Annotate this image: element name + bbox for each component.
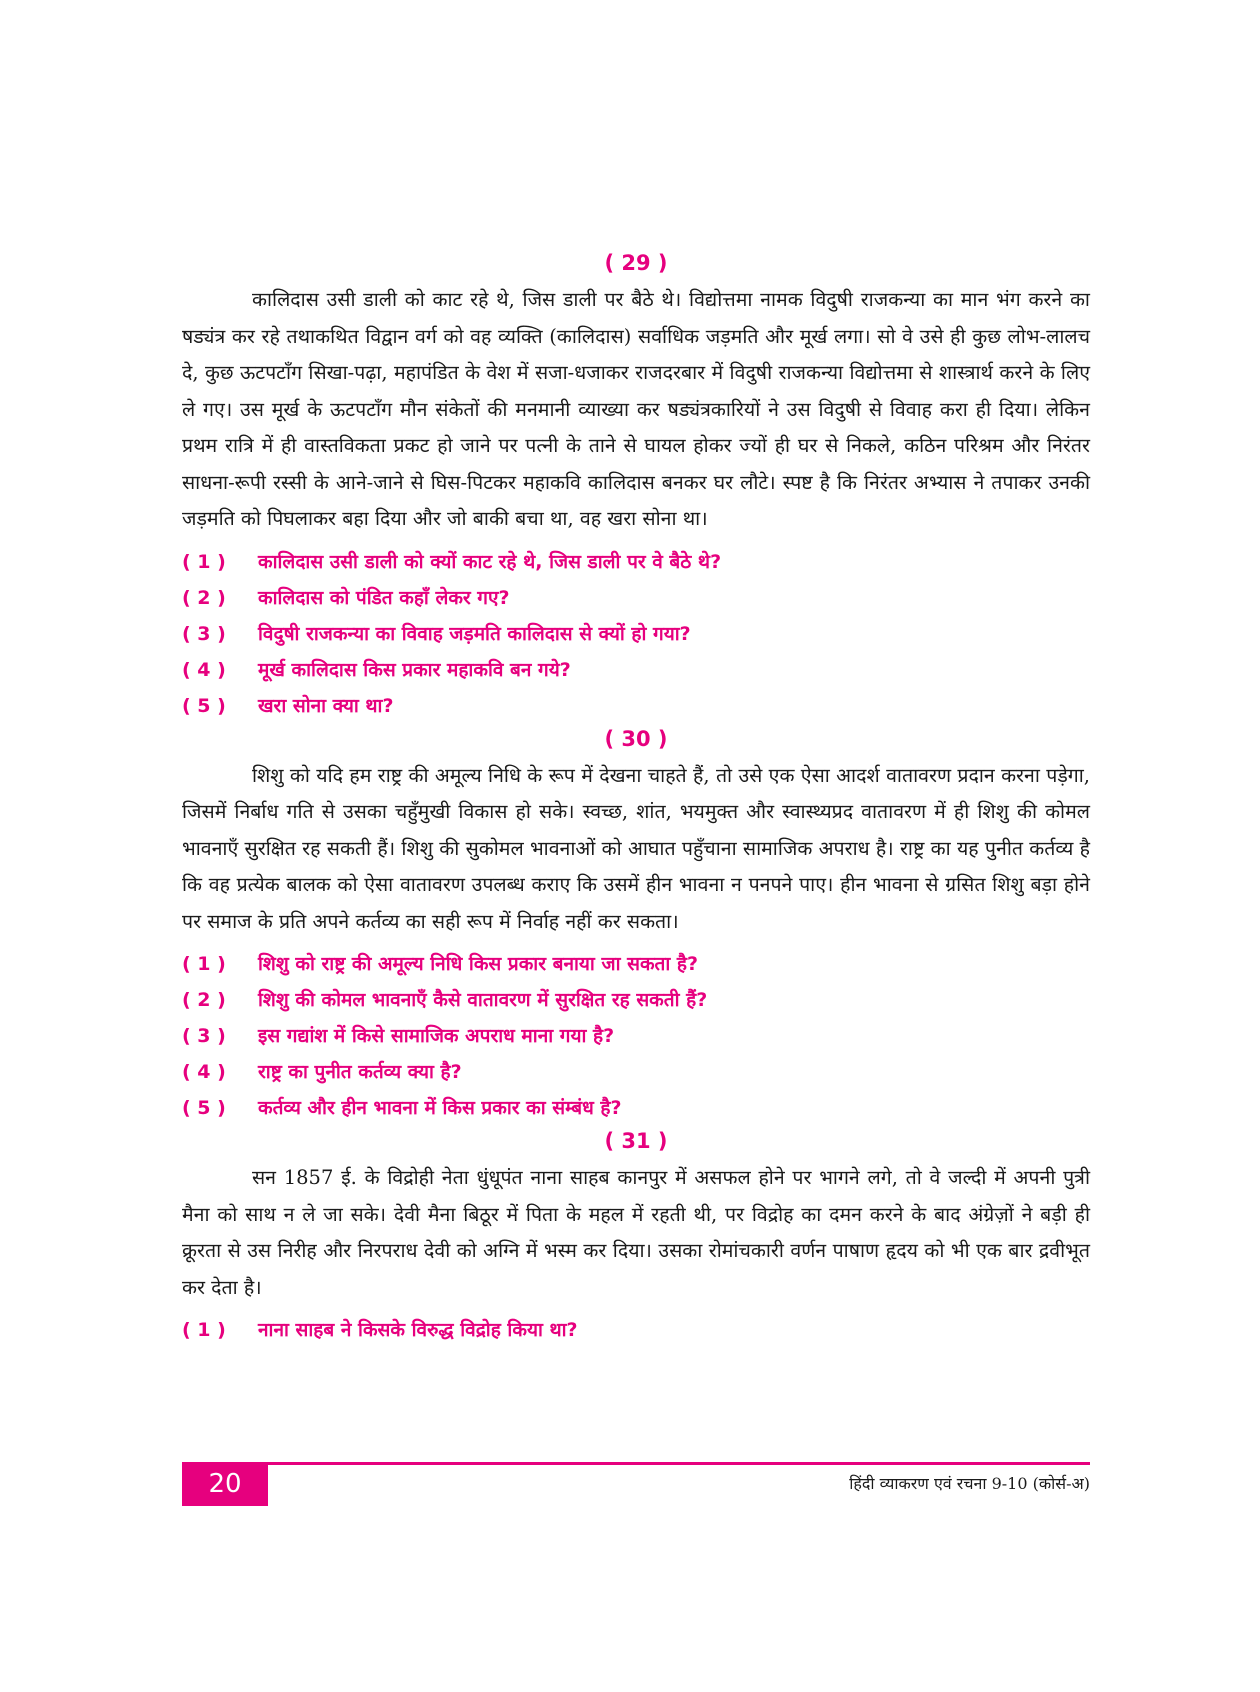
- question-number: ( 2 ): [182, 586, 226, 609]
- question-text: राष्ट्र का पुनीत कर्तव्य क्या है?: [258, 1061, 462, 1083]
- question-number: ( 3 ): [182, 1025, 226, 1047]
- page-footer: [182, 1462, 1090, 1506]
- question-text: इस गद्यांश में किसे सामाजिक अपराध माना गया है?: [258, 1025, 615, 1047]
- question-text: कर्तव्य और हीन भावना में किस प्रकार का संम्बंध है?: [258, 1097, 622, 1119]
- question-29-3: [182, 616, 1090, 652]
- question-30-3: [182, 1018, 1090, 1054]
- question-text: कालिदास उसी डाली को क्यों काट रहे थे, जिस डाली पर वे बैठे थे?: [258, 550, 722, 573]
- footer-rule: [182, 1462, 1090, 1465]
- question-30-2: [182, 982, 1090, 1018]
- book-title: हिंदी व्याकरण एवं रचना 9-10 (कोर्स-अ): [849, 1474, 1090, 1493]
- question-number: ( 5 ): [182, 1097, 226, 1119]
- question-number: ( 3 ): [182, 622, 226, 645]
- question-text: कालिदास को पंडित कहाँ लेकर गए?: [258, 586, 510, 609]
- question-31-1: [182, 1312, 1090, 1348]
- question-text: मूर्ख कालिदास किस प्रकार महाकवि बन गये?: [258, 658, 571, 681]
- question-number: ( 1 ): [182, 953, 226, 975]
- question-number: ( 4 ): [182, 658, 226, 681]
- section-heading-31: ( 31 ): [604, 1129, 668, 1153]
- passage-31: सन 1857 ई. के विद्रोही नेता धुंधूपंत नाना साहब कानपुर में असफल होने पर भागने लगे, तो वे जल्दी में अपनी पुत्री मैना को साथ न ले जा सके। देवी मैना बिठूर में पिता के महल में रहती थी, पर विद्रोह का दमन करने के बाद अंग्रेज़ों ने बड़ी ही क्रूरता से उस निरीह और निरपराध देवी को अग्नि में भस्म कर दिया। उसका रोमांचकारी वर्णन पाषाण हृदय को भी एक बार द्रवीभूत कर देता है।: [182, 1166, 1090, 1299]
- passage-30: शिशु को यदि हम राष्ट्र की अमूल्य निधि के रूप में देखना चाहते हैं, तो उसे एक ऐसा आदर्श वातावरण प्रदान करना पड़ेगा, जिसमें निर्बाध गति से उसका चहुँमुखी विकास हो सके। स्वच्छ, शांत, भयमुक्त और स्वास्थ्यप्रद वातावरण में ही शिशु की कोमल भावनाएँ सुरक्षित रह सकती हैं। शिशु की सुकोमल भावनाओं को आघात पहुँचाना सामाजिक अपराध है। राष्ट्र का यह पुनीत कर्तव्य है कि वह प्रत्येक बालक को ऐसा वातावरण उपलब्ध कराए कि उसमें हीन भावना न पनपने पाए। हीन भावना से ग्रसित शिशु बड़ा होने पर समाज के प्रति अपने कर्तव्य का सही रूप में निर्वाह नहीं कर सकता।: [182, 763, 1090, 933]
- question-text: खरा सोना क्या था?: [258, 694, 394, 717]
- question-number: ( 1 ): [182, 1319, 226, 1341]
- question-text: शिशु की कोमल भावनाएँ कैसे वातावरण में सुरक्षित रह सकती हैं?: [258, 989, 708, 1011]
- page-content: [182, 248, 1090, 1348]
- question-text: शिशु को राष्ट्र की अमूल्य निधि किस प्रकार बनाया जा सकता है?: [258, 953, 699, 975]
- question-30-5: [182, 1090, 1090, 1126]
- question-number: ( 2 ): [182, 989, 226, 1011]
- question-29-4: [182, 652, 1090, 688]
- passage-29: कालिदास उसी डाली को काट रहे थे, जिस डाली पर बैठे थे। विद्योत्तमा नामक विदुषी राजकन्या का मान भंग करने का षड्यंत्र कर रहे तथाकथित विद्वान वर्ग को वह व्यक्ति (कालिदास) सर्वाधिक जड़मति और मूर्ख लगा। सो वे उसे ही कुछ लोभ-लालच दे, कुछ ऊटपटाँग सिखा-पढ़ा, महापंडित के वेश में सजा-धजाकर राजदरबार में विदुषी राजकन्या विद्योत्तमा से शास्त्रार्थ करने के लिए ले गए। उस मूर्ख के ऊटपटाँग मौन संकेतों की मनमानी व्याख्या कर षड्यंत्रकारियों ने उस विदुषी से विवाह करा ही दिया। लेकिन प्रथम रात्रि में ही वास्तविकता प्रकट हो जाने पर पत्नी के ताने से घायल होकर ज्यों ही घर से निकले, कठिन परिश्रम और निरंतर साधना-रूपी रस्सी के आने-जाने से घिस-पिटकर महाकवि कालिदास बनकर घर लौटे। स्पष्ट है कि निरंतर अभ्यास ने तपाकर उनकी जड़मति को पिघलाकर बहा दिया और जो बाकी बचा था, वह खरा सोना था।: [182, 288, 1090, 530]
- question-30-4: [182, 1054, 1090, 1090]
- question-number: ( 1 ): [182, 550, 226, 573]
- question-text: विदुषी राजकन्या का विवाह जड़मति कालिदास से क्यों हो गया?: [258, 622, 691, 645]
- question-text: नाना साहब ने किसके विरुद्ध विद्रोह किया था?: [258, 1319, 578, 1341]
- question-number: ( 4 ): [182, 1061, 226, 1083]
- section-heading-29: ( 29 ): [604, 251, 668, 275]
- question-29-2: [182, 580, 1090, 616]
- question-29-5: [182, 688, 1090, 724]
- page-number: 20: [182, 1462, 268, 1506]
- question-29-1: [182, 544, 1090, 580]
- section-heading-30: ( 30 ): [604, 726, 668, 751]
- question-number: ( 5 ): [182, 694, 226, 717]
- question-30-1: [182, 946, 1090, 982]
